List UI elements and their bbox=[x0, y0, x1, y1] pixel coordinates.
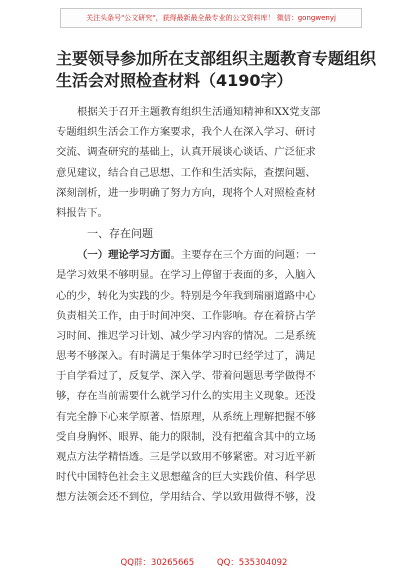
body-line: 思考不够深入。有时满足于集体学习时已经学过了，满足 bbox=[56, 350, 316, 363]
body-line: 观点方法学精悟透。三是学以致用不够紧密。对习近平新 bbox=[56, 451, 316, 463]
body-line: 有完全静下心来学原著、悟原理，从系统上理解把握不够 bbox=[56, 410, 316, 423]
body-line: 负责相关工作，由于时间冲突、工作影响。存在着挤占学 bbox=[56, 309, 316, 322]
body-line: 习时间、推迟学习计划、减少学习内容的情况。二是系统 bbox=[56, 329, 316, 342]
document-body bbox=[56, 102, 356, 508]
section-heading: 一、存在问题 bbox=[87, 227, 153, 241]
subsection-first-line-text: 。主要存在三个方面的问题：一 bbox=[170, 249, 316, 262]
page-footer bbox=[0, 556, 408, 568]
document-title bbox=[56, 48, 377, 92]
banner-text: 关注头条号"公文研究"，获得最新最全最专业的公文资料库！ 微信：gongwenyj bbox=[86, 14, 336, 22]
body-line: 是学习效果不够明显。在学习上停留于表面的多，入脑入 bbox=[56, 269, 316, 282]
body-line: 于自学看过了，反复学、深入学、带着问题思考学做得不 bbox=[56, 370, 316, 383]
footer-qq: QQ：535304092 bbox=[216, 558, 288, 568]
body-line: 时代中国特色社会主义思想蕴含的巨大实践价值、科学思 bbox=[56, 471, 316, 484]
body-line: 专题组织生活会工作方案要求，我个人在深入学习、研讨 bbox=[56, 126, 316, 139]
title-line-1: 主要领导参加所在支部组织主题教育专题组织 bbox=[56, 49, 377, 68]
body-line: 心的少，转化为实践的少。特别是今年我到瑞丽道路中心 bbox=[56, 289, 316, 302]
subsection-first-line bbox=[56, 245, 356, 265]
title-line-2: 生活会对照检查材料（4190字） bbox=[56, 71, 293, 90]
body-line: 够，存在当前需要什么就学习什么的实用主义现象。还没 bbox=[56, 390, 316, 403]
body-line: 交流、调查研究的基础上，认真开展谈心谈话、广泛征求 bbox=[56, 146, 316, 159]
body-line: 深刻剖析，进一步明确了努力方向，现将个人对照检查材 bbox=[56, 186, 316, 199]
header-banner bbox=[60, 8, 362, 28]
body-line: 料报告下。 bbox=[56, 206, 108, 219]
body-line: 受自身胸怀、眼界、能力的限制，没有把蕴含其中的立场 bbox=[56, 430, 316, 443]
body-line: 想方法领会还不到位，学用结合、学以致用做得不够，没 bbox=[56, 491, 316, 504]
footer-qq-group: QQ群：30265665 bbox=[120, 558, 195, 568]
body-line: 意见建议，结合自己思想、工作和生活实际，查摆问题、 bbox=[56, 166, 316, 179]
subsection-heading: （一）理论学习方面 bbox=[77, 249, 171, 262]
body-line: 根据关于召开主题教育组织生活通知精神和XX党支部 bbox=[77, 106, 321, 118]
